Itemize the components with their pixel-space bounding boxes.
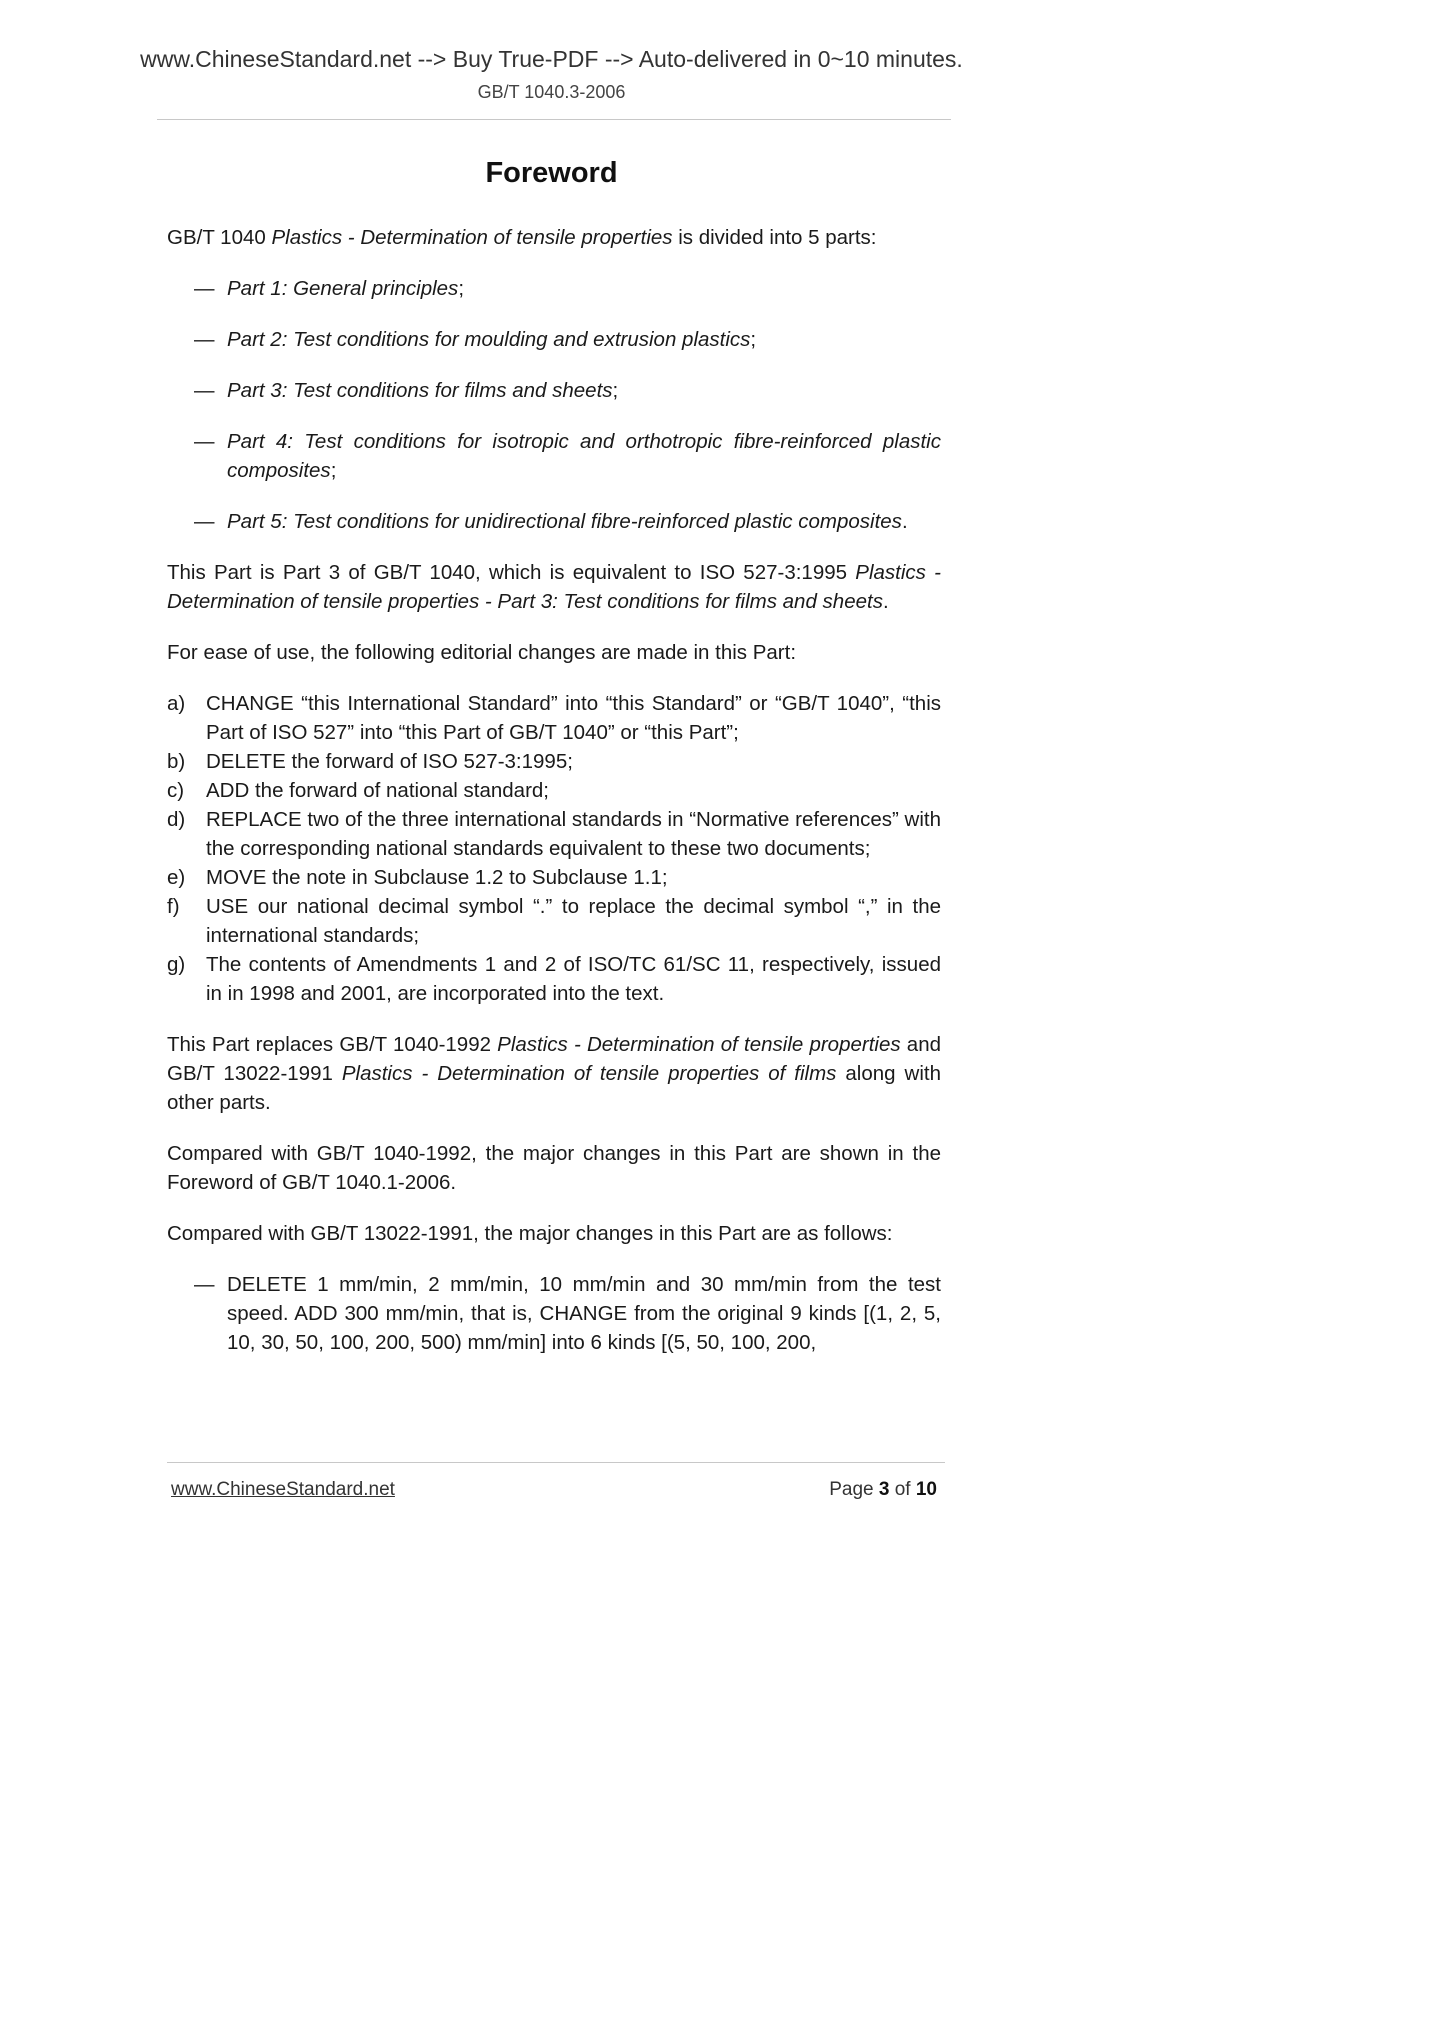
list-marker: e) — [167, 866, 186, 889]
list-marker: f) — [167, 895, 180, 918]
part-title: Part 3: Test conditions for films and sheets — [227, 379, 613, 402]
list-marker: b) — [167, 750, 186, 773]
page-title: Foreword — [485, 157, 618, 189]
list-item — [167, 805, 941, 863]
dash-marker: — — [194, 277, 215, 300]
replaced-title-italic: Plastics - Determination of tensile properties — [497, 1033, 901, 1056]
part-item: — Part 3: Test conditions for films and sheets; — [167, 376, 941, 405]
list-item — [167, 776, 941, 805]
list-marker: d) — [167, 808, 186, 831]
replaced-title-italic: Plastics - Determination of tensile properties of films — [341, 1062, 837, 1085]
current-page: 3 — [878, 1479, 890, 1500]
list-marker: c) — [167, 779, 185, 802]
list-item-text: The contents of Amendments 1 and 2 of ISO/TC 61/SC 11, respectively, issued in in 1998 and 2001, are incorporated into the text. — [206, 953, 941, 1005]
intro-text-end: is divided into 5 parts: — [672, 226, 877, 249]
iso-title-italic: Plastics - Determination of tensile properties - Part 3: Test conditions for films and sheets — [167, 561, 942, 613]
part-item: — Part 1: General principles; — [167, 274, 941, 303]
header-divider — [157, 119, 951, 120]
list-marker: g) — [167, 953, 186, 976]
list-item — [167, 689, 941, 747]
part-title: Part 1: General principles — [227, 277, 459, 300]
intro-paragraph — [167, 223, 941, 252]
footer-divider — [167, 1462, 945, 1463]
editorial-changes-list — [167, 689, 941, 1008]
page-number: Page 3 of 10 — [829, 1479, 937, 1500]
part-item: — Part 5: Test conditions for unidirectional fibre-reinforced plastic composites. — [167, 507, 941, 536]
dash-marker: — — [194, 430, 215, 453]
dash-marker: — — [194, 379, 215, 402]
dash-marker: — — [194, 1273, 215, 1296]
intro-text: GB/T 1040 — [167, 226, 272, 249]
document-body — [167, 223, 941, 1379]
list-item-text: ADD the forward of national standard; — [206, 779, 549, 802]
part-item: — Part 2: Test conditions for moulding and extrusion plastics; — [167, 325, 941, 354]
dash-marker: — — [194, 328, 215, 351]
part-title: Part 5: Test conditions for unidirectional fibre-reinforced plastic composites — [227, 510, 902, 533]
list-item-text: REPLACE two of the three international standards in “Normative references” with the corresponding national standards equivalent to these two documents; — [206, 808, 941, 860]
list-marker: a) — [167, 692, 186, 715]
header-banner: www.ChineseStandard.net --> Buy True-PDF --> Auto-delivered in 0~10 minutes. — [140, 46, 963, 72]
list-item — [167, 863, 941, 892]
part-title: Part 2: Test conditions for moulding and extrusion plastics — [227, 328, 751, 351]
intro-title-italic: Plastics - Determination of tensile properties — [271, 226, 673, 249]
replaces-paragraph: This Part replaces GB/T 1040-1992 Plastics - Determination of tensile properties and GB/T 13022-1991 Plastics - Determination of tensile properties of films along with other parts. — [167, 1033, 941, 1114]
header-doc-id: GB/T 1040.3-2006 — [477, 82, 626, 102]
comparison-paragraph-2: Compared with GB/T 13022-1991, the major changes in this Part are as follows: — [167, 1222, 893, 1245]
list-item — [167, 950, 941, 1008]
list-item-text: DELETE the forward of ISO 527-3:1995; — [206, 750, 573, 773]
list-item-text: USE our national decimal symbol “.” to replace the decimal symbol “,” in the international standards; — [206, 895, 941, 947]
total-pages: 10 — [915, 1479, 937, 1500]
footer-site-link[interactable]: www.ChineseStandard.net — [171, 1479, 395, 1500]
ease-paragraph: For ease of use, the following editorial changes are made in this Part: — [167, 641, 797, 664]
part-item: — Part 4: Test conditions for isotropic and orthotropic fibre-reinforced plastic composites; — [167, 427, 941, 485]
comparison-paragraph: Compared with GB/T 1040-1992, the major changes in this Part are shown in the Foreword of GB/T 1040.1-2006. — [167, 1142, 941, 1194]
list-item-text: MOVE the note in Subclause 1.2 to Subclause 1.1; — [206, 866, 668, 889]
equivalence-paragraph: This Part is Part 3 of GB/T 1040, which is equivalent to ISO 527-3:1995 Plastics - Determination of tensile properties - Part 3: Test conditions for films and sheets. — [167, 561, 942, 613]
major-change-text: DELETE 1 mm/min, 2 mm/min, 10 mm/min and 30 mm/min from the test speed. ADD 300 mm/min, that is, CHANGE from the original 9 kinds [(1, 2, 5, 10, 30, 50, 100, 200, 500) mm/min] into 6 kinds [(5, 50, 100, 200, — [227, 1273, 941, 1354]
list-item-text: CHANGE “this International Standard” into “this Standard” or “GB/T 1040”, “this Part of ISO 527” into “this Part of GB/T 1040” or “this Part”; — [206, 692, 941, 744]
list-item — [167, 747, 941, 776]
part-title: Part 4: Test conditions for isotropic and orthotropic fibre-reinforced plastic composites — [227, 430, 941, 482]
dash-marker: — — [194, 510, 215, 533]
major-change-item — [167, 1270, 941, 1357]
list-item — [167, 892, 941, 950]
